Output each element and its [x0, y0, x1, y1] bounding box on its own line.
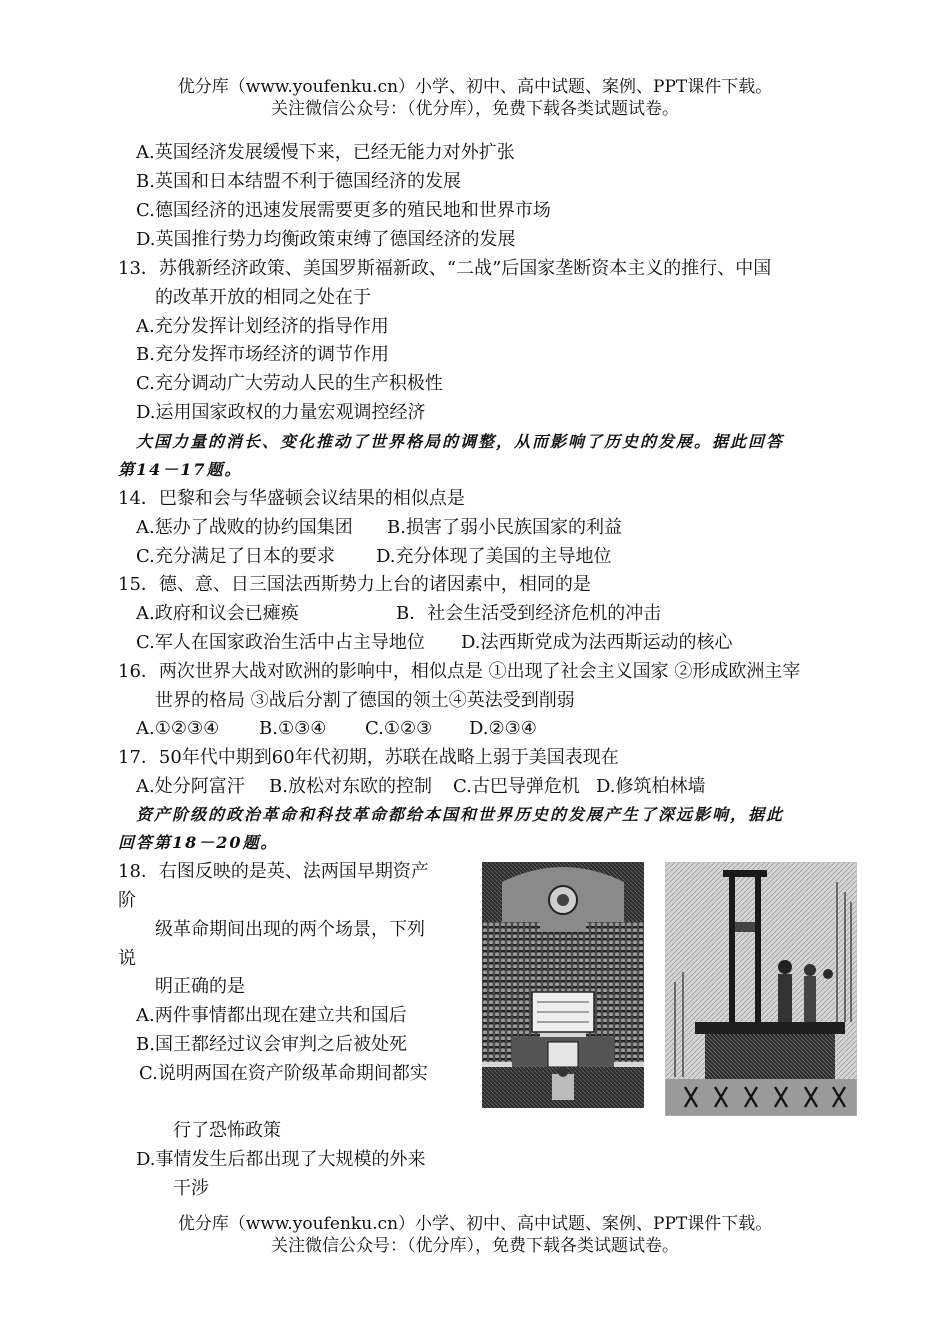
section-note-2-line-1: 资产阶级的政治革命和科技革命都给本国和世界历史的发展产生了深远影响，据此	[136, 805, 785, 824]
q16-option-d: D.②③④	[469, 718, 537, 739]
q14-option-a: A.惩办了战败的协约国集团	[136, 517, 353, 538]
q17-option-d: D.修筑柏林墙	[596, 776, 706, 797]
q18-stem-line-4: 说	[118, 948, 136, 969]
q16-stem-line-2: 世界的格局 ③战后分割了德国的领土④英法受到削弱	[155, 690, 575, 711]
q15-option-c: C.军人在国家政治生活中占主导地位	[136, 632, 425, 653]
q17-option-c: C.古巴导弹危机	[453, 776, 580, 797]
q13-stem-line-1: 13．苏俄新经济政策、美国罗斯福新政、“二战”后国家垄断资本主义的推行、中国	[118, 258, 772, 279]
q14-option-b: B.损害了弱小民族国家的利益	[387, 517, 622, 538]
header-line-1: 优分库（www.youfenku.cn）小学、初中、高中试题、案例、PPT课件下载。	[177, 77, 773, 97]
q15-option-a: A.政府和议会已瘫痪	[136, 603, 299, 624]
q13-stem-line-2: 的改革开放的相同之处在于	[155, 287, 371, 308]
trial-engraving-image	[482, 862, 644, 1108]
q15-stem: 15．德、意、日三国法西斯势力上台的诸因素中，相同的是	[118, 574, 591, 595]
header-line-2: 关注微信公众号：（优分库），免费下载各类试题试卷。	[271, 99, 679, 119]
section-note-1-line-2: 第14－17题。	[118, 460, 243, 479]
q18-option-a: A.两件事情都出现在建立共和国后	[136, 1005, 407, 1026]
q18-stem-line-2: 阶	[118, 890, 136, 911]
q18-option-b: B.国王都经过议会审判之后被处死	[136, 1034, 407, 1055]
q12-option-d: D.英国推行势力均衡政策束缚了德国经济的发展	[136, 229, 516, 250]
q18-option-d-line-1: D.事情发生后都出现了大规模的外来	[136, 1149, 426, 1170]
q16-stem-line-1: 16．两次世界大战对欧洲的影响中，相似点是 ①出现了社会主义国家 ②形成欧洲主宰	[118, 661, 801, 682]
q12-option-a: A.英国经济发展缓慢下来，已经无能力对外扩张	[136, 142, 515, 163]
footer-line-1: 优分库（www.youfenku.cn）小学、初中、高中试题、案例、PPT课件下载。	[177, 1214, 773, 1234]
q13-option-c: C.充分调动广大劳动人民的生产积极性	[136, 373, 443, 394]
q14-option-c: C.充分满足了日本的要求	[136, 546, 335, 567]
q16-option-c: C.①②③	[365, 718, 433, 739]
q18-option-d-line-2: 干涉	[173, 1178, 209, 1199]
q16-option-a: A.①②③④	[136, 718, 220, 739]
q15-option-b: B．社会生活受到经济危机的冲击	[396, 603, 662, 624]
q15-option-d: D.法西斯党成为法西斯运动的核心	[461, 632, 733, 653]
q13-option-d: D.运用国家政权的力量宏观调控经济	[136, 402, 426, 423]
q13-option-b: B.充分发挥市场经济的调节作用	[136, 344, 389, 365]
q18-stem-line-5: 明正确的是	[155, 976, 245, 997]
q16-option-b: B.①③④	[259, 718, 327, 739]
q12-option-b: B.英国和日本结盟不利于德国经济的发展	[136, 171, 461, 192]
execution-engraving-image	[665, 862, 857, 1116]
footer-line-2: 关注微信公众号：（优分库），免费下载各类试题试卷。	[271, 1236, 679, 1256]
q17-option-b: B.放松对东欧的控制	[269, 776, 432, 797]
section-note-2-line-2: 回答第18－20题。	[118, 833, 279, 852]
q18-stem-line-1: 18．右图反映的是英、法两国早期资产	[118, 861, 429, 882]
q18-option-c-line-2: 行了恐怖政策	[173, 1120, 281, 1141]
q13-option-a: A.充分发挥计划经济的指导作用	[136, 316, 389, 337]
q18-stem-line-3: 级革命期间出现的两个场景，下列	[155, 919, 425, 940]
q17-stem: 17．50年代中期到60年代初期，苏联在战略上弱于美国表现在	[118, 747, 619, 768]
section-note-1-line-1: 大国力量的消长、变化推动了世界格局的调整，从而影响了历史的发展。据此回答	[136, 432, 785, 451]
q14-stem: 14．巴黎和会与华盛顿会议结果的相似点是	[118, 488, 465, 509]
q14-option-d: D.充分体现了美国的主导地位	[376, 546, 612, 567]
q12-option-c: C.德国经济的迅速发展需要更多的殖民地和世界市场	[136, 200, 551, 221]
q17-option-a: A.处分阿富汗	[136, 776, 245, 797]
q18-option-c-line-1: C.说明两国在资产阶级革命期间都实	[139, 1063, 428, 1084]
